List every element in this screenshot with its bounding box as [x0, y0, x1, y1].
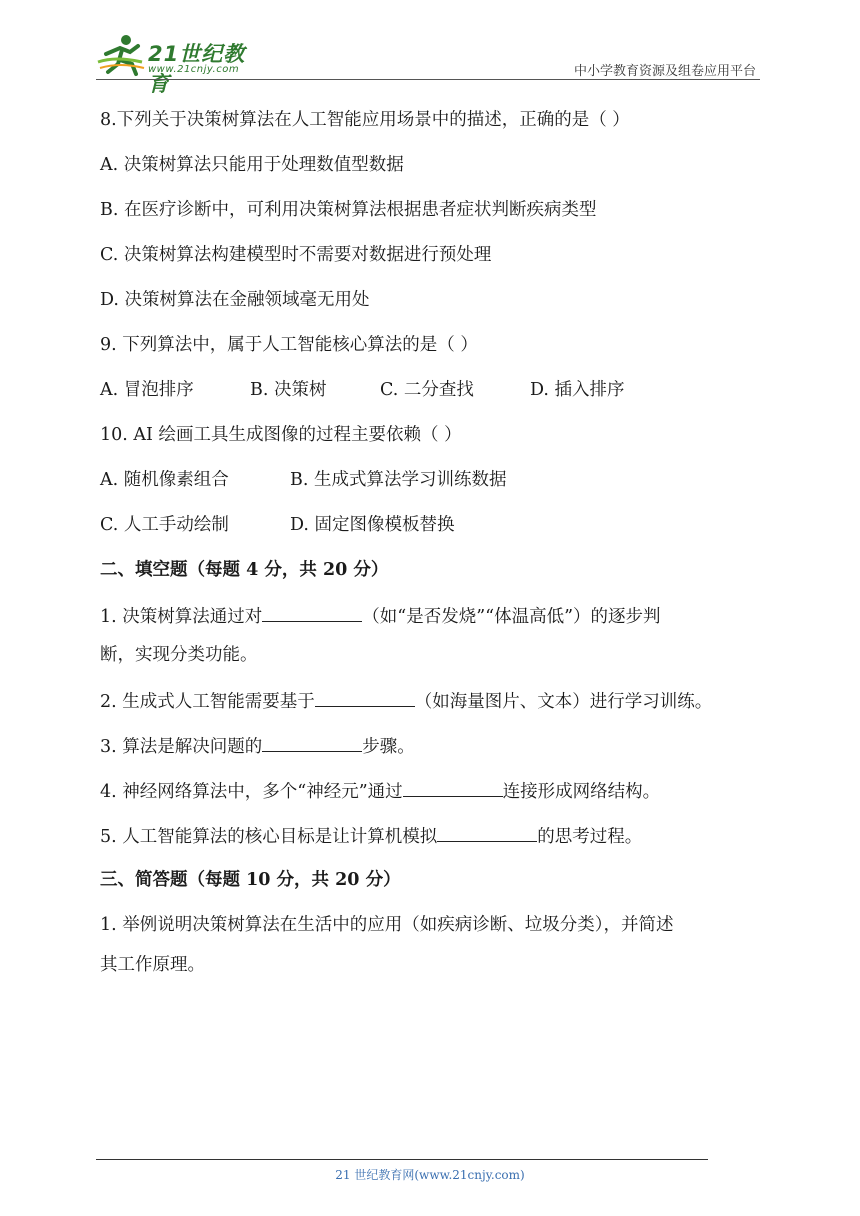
footer-link[interactable]: 21 世纪教育网(www.21cnjy.com): [335, 1168, 525, 1182]
section3-title: 三、简答题（每题 10 分，共 20 分）: [100, 870, 401, 890]
page-header: [96, 28, 760, 96]
q9-option-d: D. 插入排序: [530, 380, 625, 400]
footer-divider: [96, 1159, 708, 1160]
q9-option-a: A. 冒泡排序: [100, 380, 194, 400]
fill-3-pre: 3. 算法是解决问题的: [100, 737, 263, 757]
fill-2-post: （如海量图片、文本）进行学习训练。: [414, 692, 713, 712]
fill-1-continued: 断，实现分类功能。: [100, 645, 258, 665]
q8-option-a: A. 决策树算法只能用于处理数值型数据: [100, 155, 404, 175]
short-answer-1-continued: 其工作原理。: [100, 955, 205, 975]
fill-5-blank: [437, 819, 537, 842]
document-body: [100, 104, 764, 994]
fill-5: [100, 819, 764, 864]
fill-4-blank: [403, 774, 503, 797]
section2-title: 二、填空题（每题 4 分，共 20 分）: [100, 560, 389, 580]
fill-2: [100, 684, 764, 729]
q8-stem: 8.下列关于决策树算法在人工智能应用场景中的描述，正确的是（ ）: [100, 110, 630, 130]
logo-url: www.21cnjy.com: [148, 64, 240, 75]
q10-option-a: A. 随机像素组合: [100, 470, 229, 490]
q10-options-row2: [100, 509, 764, 554]
q10-option-b: B. 生成式算法学习训练数据: [290, 470, 507, 490]
fill-4: [100, 774, 764, 819]
q8-option-d: D. 决策树算法在金融领域毫无用处: [100, 290, 370, 310]
logo: [96, 32, 266, 96]
q10-stem: 10. AI 绘画工具生成图像的过程主要依赖（ ）: [100, 425, 462, 445]
short-answer-1: 1. 举例说明决策树算法在生活中的应用（如疾病诊断、垃圾分类），并简述: [100, 915, 674, 935]
q10-options-row1: [100, 464, 764, 509]
q8-option-b: B. 在医疗诊断中，可利用决策树算法根据患者症状判断疾病类型: [100, 200, 597, 220]
fill-2-blank: [315, 684, 415, 707]
header-divider: [96, 79, 760, 80]
fill-5-post: 的思考过程。: [537, 827, 643, 847]
fill-1-post: （如“是否发烧”“体温高低”）的逐步判: [362, 607, 661, 627]
q9-option-c: C. 二分查找: [380, 380, 474, 400]
q10-option-c: C. 人工手动绘制: [100, 515, 229, 535]
fill-4-post: 连接形成网络结构。: [502, 782, 661, 802]
fill-1-blank: [262, 599, 362, 622]
fill-3-post: 步骤。: [362, 737, 415, 757]
q8-option-c: C. 决策树算法构建模型时不需要对数据进行预处理: [100, 245, 492, 265]
q9-stem: 9. 下列算法中，属于人工智能核心算法的是（ ）: [100, 335, 478, 355]
q9-option-b: B. 决策树: [250, 380, 327, 400]
logo-text: 21世纪教育: [148, 42, 246, 96]
fill-1: [100, 599, 764, 639]
header-platform-text: 中小学教育资源及组卷应用平台: [573, 64, 756, 79]
fill-5-pre: 5. 人工智能算法的核心目标是让计算机模拟: [100, 827, 438, 847]
fill-3: [100, 729, 764, 774]
fill-3-blank: [262, 729, 362, 752]
fill-1-pre: 1. 决策树算法通过对: [100, 607, 263, 627]
fill-2-pre: 2. 生成式人工智能需要基于: [100, 692, 315, 712]
runner-logo-icon: [96, 32, 146, 78]
q9-options: [100, 374, 764, 419]
fill-4-pre: 4. 神经网络算法中，多个“神经元”通过: [100, 782, 403, 802]
q10-option-d: D. 固定图像模板替换: [290, 515, 455, 535]
